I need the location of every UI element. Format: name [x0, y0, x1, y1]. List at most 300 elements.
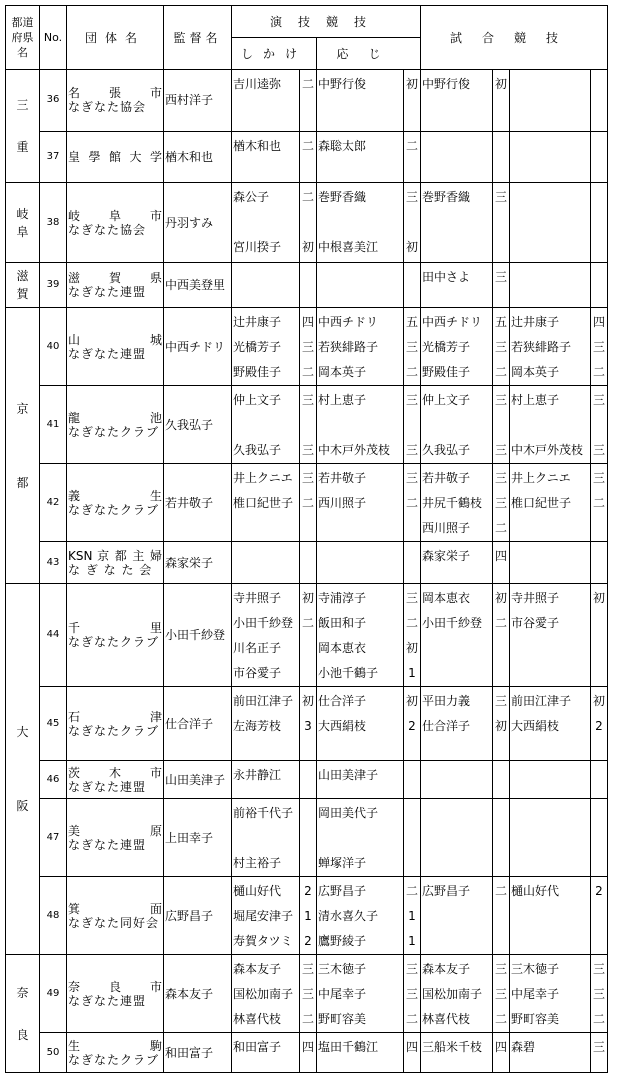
member-name: 仲上文子 [422, 393, 471, 407]
member-name [422, 763, 491, 788]
director-name: 中西美登里 [164, 263, 232, 308]
member-name: 寿賀タツミ [233, 934, 293, 948]
grade-text [592, 413, 606, 438]
member-name [511, 265, 589, 290]
member-name [422, 134, 491, 159]
grade-cell [404, 70, 421, 132]
director-name: 山田美津子 [164, 761, 232, 799]
director-name: 中西チドリ [164, 308, 232, 386]
grade-text: 初 [301, 591, 314, 605]
grade-text: 1 [408, 934, 416, 948]
grade-text: 初 [405, 694, 418, 708]
grade-text [405, 851, 419, 876]
member-name [233, 516, 298, 541]
org-name-line1: 龍 池 [68, 410, 162, 425]
entry-no: 46 [40, 761, 67, 799]
member-name [233, 210, 298, 235]
grade-text [405, 801, 419, 826]
table-row [6, 131, 608, 182]
org-name-line1: 奈 良 市 [68, 979, 162, 994]
entry-table-container [5, 5, 608, 1073]
table-row [6, 308, 608, 386]
grade-text: 二 [494, 365, 507, 379]
name-cell [421, 955, 493, 1033]
member-name [422, 413, 491, 438]
name-cell [510, 70, 591, 132]
grade-text: 二 [301, 190, 314, 204]
table-row [6, 542, 608, 584]
member-name: 林喜代枝 [422, 1012, 471, 1026]
entry-no: 49 [40, 955, 67, 1033]
grade-text: 初 [301, 240, 314, 254]
grade-text: 四 [494, 1040, 507, 1054]
grade-text: 二 [301, 616, 314, 630]
grade-cell [300, 955, 317, 1033]
org-name-line1: 美 原 [68, 823, 162, 838]
grade-text [494, 636, 508, 661]
member-name: 林喜代枝 [233, 1012, 282, 1026]
grade-text: 2 [304, 884, 312, 898]
member-name: 若狭緋路子 [318, 340, 379, 354]
org-name-line1: 名 張 市 [68, 86, 162, 101]
member-name [233, 544, 298, 569]
grade-text: 初 [301, 694, 314, 708]
pref-cell [6, 183, 40, 263]
grade-text: 三 [405, 987, 418, 1001]
grade-text: 二 [301, 496, 314, 510]
grade-text: 三 [301, 340, 314, 354]
grade-cell [300, 464, 317, 542]
member-name: 中西チドリ [318, 315, 379, 329]
grade-text: 四 [494, 549, 507, 563]
grade-text: 初 [494, 77, 507, 91]
grade-text: 三 [592, 443, 605, 457]
org-name [67, 386, 164, 464]
table-row [6, 464, 608, 542]
grade-cell [493, 761, 510, 799]
org-name [67, 70, 164, 132]
grade-cell [591, 263, 608, 308]
name-cell [317, 263, 404, 308]
grade-cell [591, 386, 608, 464]
grade-cell [300, 542, 317, 584]
member-name: 樋山好代 [233, 884, 282, 898]
grade-cell [404, 955, 421, 1033]
member-name: 岡本恵衣 [422, 591, 471, 605]
name-cell [317, 464, 404, 542]
grade-text: 四 [301, 1040, 314, 1054]
grade-text: 四 [301, 315, 314, 329]
member-name: 大西絹枝 [318, 719, 367, 733]
grade-text [405, 265, 419, 290]
org-name-line1: 生 駒 [68, 1038, 162, 1053]
org-name [67, 877, 164, 955]
member-name: 辻井康子 [511, 315, 560, 329]
member-name [511, 516, 589, 541]
name-cell [421, 263, 493, 308]
name-cell [317, 1033, 404, 1073]
name-cell [317, 877, 404, 955]
member-name: 光橋芳子 [422, 340, 471, 354]
grade-text [405, 763, 419, 788]
member-name [511, 636, 589, 661]
grade-text: 二 [405, 138, 418, 153]
grade-text [592, 636, 606, 661]
grade-text: 三 [592, 1040, 605, 1054]
name-cell [421, 584, 493, 687]
pref-cell [6, 263, 40, 308]
name-cell [421, 1033, 493, 1073]
member-name: 野殿佳子 [233, 365, 282, 379]
org-name-line1: 滋 賀 県 [68, 271, 162, 285]
grade-cell [591, 761, 608, 799]
grade-text: 二 [301, 365, 314, 379]
name-cell [317, 761, 404, 799]
grade-cell [300, 687, 317, 761]
name-cell [421, 131, 493, 182]
org-name-line2: なぎなた連盟 [68, 837, 147, 852]
grade-cell [493, 386, 510, 464]
org-name [67, 687, 164, 761]
grade-text: 二 [405, 1012, 418, 1026]
grade-text [301, 826, 315, 851]
entry-no: 50 [40, 1033, 67, 1073]
grade-text: 二 [592, 496, 605, 510]
member-name: 鷹野綾子 [318, 934, 367, 948]
name-cell [232, 687, 300, 761]
member-name: 井上クニエ [511, 471, 571, 485]
pref-cell [6, 308, 40, 584]
member-name [511, 72, 589, 97]
grade-cell [493, 687, 510, 761]
grade-text: 二 [592, 1012, 605, 1026]
grade-text [592, 72, 606, 97]
grade-text: 初 [405, 641, 418, 655]
member-name: 岡本英子 [318, 365, 367, 379]
member-name: 森本友子 [233, 962, 282, 976]
member-name: 若井敬子 [422, 471, 471, 485]
director-name: 森家栄子 [164, 542, 232, 584]
member-name: 塩田千鶴江 [318, 1040, 379, 1054]
org-name [67, 955, 164, 1033]
name-cell [317, 386, 404, 464]
grade-cell [300, 263, 317, 308]
grade-cell [404, 183, 421, 263]
member-name: 村上恵子 [511, 393, 560, 407]
grade-text: 初 [405, 77, 418, 91]
member-name: 左海芳枝 [233, 719, 282, 733]
grade-text: 三 [301, 962, 314, 976]
member-name [422, 801, 491, 826]
member-name: 井上クニエ [233, 471, 293, 485]
name-cell [421, 464, 493, 542]
header-director: 監督名 [164, 6, 232, 70]
pref-char: 三 [16, 98, 29, 112]
grade-cell [300, 386, 317, 464]
grade-cell [591, 955, 608, 1033]
name-cell [510, 386, 591, 464]
member-name: 中野行俊 [422, 77, 471, 91]
name-cell [317, 542, 404, 584]
member-name [422, 661, 491, 686]
name-cell [317, 799, 404, 877]
name-cell [421, 761, 493, 799]
grade-text: 四 [405, 1040, 418, 1054]
org-name [67, 584, 164, 687]
name-cell [232, 542, 300, 584]
org-name-line1: 千 里 [68, 621, 162, 635]
member-name: 中根喜美江 [318, 240, 379, 254]
member-name [318, 826, 402, 851]
grade-cell [404, 799, 421, 877]
grade-text [592, 516, 606, 541]
entry-no: 39 [40, 263, 67, 308]
name-cell [317, 70, 404, 132]
entry-no: 41 [40, 386, 67, 464]
grade-text: 三 [405, 443, 418, 457]
member-name: 寺井照子 [511, 591, 560, 605]
grade-cell [404, 263, 421, 308]
name-cell [317, 183, 404, 263]
grade-cell [300, 761, 317, 799]
grade-text [301, 636, 315, 661]
grade-text [494, 661, 508, 686]
grade-cell [493, 464, 510, 542]
grade-text [301, 210, 315, 235]
member-name: 仕合洋子 [318, 694, 367, 708]
grade-text: 二 [405, 616, 418, 630]
name-cell [421, 877, 493, 955]
grade-cell [404, 542, 421, 584]
grade-cell [591, 308, 608, 386]
name-cell [317, 584, 404, 687]
org-name-line1: 箕 面 [68, 901, 162, 916]
org-name-line1: 岐 阜 市 [68, 208, 162, 223]
name-cell [232, 955, 300, 1033]
grade-text: 初 [592, 694, 605, 708]
member-name: 小池千鶴子 [318, 666, 379, 680]
grade-text [301, 763, 315, 788]
name-cell [317, 955, 404, 1033]
pref-char: 阜 [16, 224, 29, 239]
grade-cell [404, 761, 421, 799]
name-cell [232, 263, 300, 308]
grade-text [301, 516, 315, 541]
grade-text: 二 [494, 1012, 507, 1026]
name-cell [510, 877, 591, 955]
org-name-line2: な ぎ な た 会 [68, 562, 153, 577]
director-name: 若井敬子 [164, 464, 232, 542]
member-name [511, 544, 589, 569]
grade-cell [404, 308, 421, 386]
org-name [67, 761, 164, 799]
org-name [67, 263, 164, 308]
member-name: 国松加南子 [233, 987, 294, 1001]
grade-text [301, 413, 315, 438]
org-name-line1: 山 城 [68, 332, 162, 347]
grade-text: 三 [592, 962, 605, 976]
grade-text: 三 [592, 987, 605, 1001]
table-row [6, 955, 608, 1033]
member-name: 和田富子 [233, 1040, 282, 1054]
member-name: 中野行俊 [318, 77, 367, 91]
member-name: 森家栄子 [422, 549, 471, 563]
grade-cell [493, 542, 510, 584]
org-name-line1: 石 津 [68, 709, 162, 724]
director-name: 広野昌子 [164, 877, 232, 955]
org-name-line1: 茨 木 市 [68, 765, 162, 780]
member-name: 国松加南子 [422, 987, 483, 1001]
org-name-line2: なぎなたクラブ [68, 424, 160, 439]
table-row [6, 70, 608, 132]
member-name: 小田千紗登 [233, 616, 294, 630]
entry-no: 40 [40, 308, 67, 386]
member-name: 辻井康子 [233, 315, 282, 329]
grade-text: 二 [301, 1012, 314, 1026]
member-name [422, 636, 491, 661]
member-name [511, 185, 589, 210]
member-name: 光橋芳子 [233, 340, 282, 354]
grade-cell [404, 877, 421, 955]
member-name: 岡田美代子 [318, 806, 379, 820]
member-name: 市谷愛子 [511, 616, 560, 630]
grade-text: 三 [494, 987, 507, 1001]
member-name: 市谷愛子 [233, 666, 282, 680]
grade-cell [591, 687, 608, 761]
org-name-line1: 皇 學 館 大 学 [68, 149, 162, 164]
grade-cell [591, 542, 608, 584]
grade-text: 初 [494, 591, 507, 605]
name-cell [317, 131, 404, 182]
name-cell [232, 70, 300, 132]
member-name: 三木徳子 [318, 962, 367, 976]
pref-cell [6, 584, 40, 955]
grade-text: 五 [405, 315, 418, 329]
member-name: 若狭緋路子 [511, 340, 572, 354]
grade-cell [404, 464, 421, 542]
grade-cell [493, 263, 510, 308]
member-name: 前裕千代子 [233, 806, 294, 820]
org-name-line1: KSN 京 都 主 婦 [68, 548, 162, 563]
name-cell [510, 464, 591, 542]
grade-text: 三 [494, 694, 507, 708]
member-name [511, 134, 589, 159]
pref-char: 重 [16, 140, 29, 154]
org-name-line2: なぎなた協会 [68, 100, 147, 115]
name-cell [232, 183, 300, 263]
grade-text: 二 [405, 365, 418, 379]
name-cell [510, 542, 591, 584]
header-ouji: 応じ [317, 38, 421, 70]
member-name: 飯田和子 [318, 616, 367, 630]
grade-cell [300, 877, 317, 955]
director-name: 森本友子 [164, 955, 232, 1033]
grade-text: 三 [301, 987, 314, 1001]
pref-char: 奈 [16, 985, 29, 1000]
org-name-line2: なぎなたクラブ [68, 1052, 160, 1067]
member-name [511, 661, 589, 686]
grade-text [405, 826, 419, 851]
org-name-line2: なぎなた連盟 [68, 993, 147, 1008]
entry-no: 38 [40, 183, 67, 263]
grade-text [592, 801, 606, 826]
grade-text: 三 [301, 443, 314, 457]
table-header [6, 6, 608, 70]
member-name [318, 516, 402, 541]
org-name-line1: 義 生 [68, 488, 162, 503]
header-org: 団体名 [67, 6, 164, 70]
name-cell [232, 584, 300, 687]
grade-cell [404, 386, 421, 464]
member-name: 前田江津子 [511, 694, 572, 708]
grade-cell [404, 131, 421, 182]
name-cell [421, 70, 493, 132]
name-cell [421, 687, 493, 761]
entry-no: 43 [40, 542, 67, 584]
member-name: 巻野香織 [422, 190, 471, 204]
grade-text: 五 [494, 315, 507, 329]
member-name: 久我弘子 [422, 443, 471, 457]
member-name: 椎口紀世子 [511, 496, 572, 510]
name-cell [232, 308, 300, 386]
name-cell [232, 877, 300, 955]
table-row [6, 183, 608, 263]
org-name [67, 1033, 164, 1073]
name-cell [232, 1033, 300, 1073]
table-row [6, 877, 608, 955]
member-name [233, 413, 298, 438]
grade-cell [493, 131, 510, 182]
grade-text: 三 [405, 591, 418, 605]
org-name-line2: なぎなた同好会 [68, 915, 160, 930]
member-name: 山田美津子 [318, 768, 379, 782]
grade-text [592, 265, 606, 290]
grade-text: 二 [301, 138, 314, 153]
member-name: 野町容美 [318, 1012, 367, 1026]
table-row [6, 584, 608, 687]
org-name-line2: なぎなたクラブ [68, 635, 160, 649]
grade-cell [404, 687, 421, 761]
name-cell [421, 386, 493, 464]
entry-no: 45 [40, 687, 67, 761]
member-name: 中木戸外茂枝 [318, 443, 391, 457]
grade-text: 三 [405, 962, 418, 976]
grade-text: 三 [592, 471, 605, 485]
grade-text: 初 [592, 591, 605, 605]
grade-cell [300, 1033, 317, 1073]
member-name: 川名正子 [233, 641, 282, 655]
name-cell [232, 464, 300, 542]
grade-text: 三 [592, 340, 605, 354]
name-cell [510, 799, 591, 877]
member-name: 寺井照子 [233, 591, 282, 605]
grade-text: 1 [304, 909, 312, 923]
member-name: 野殿佳子 [422, 365, 471, 379]
member-name: 中尾幸子 [511, 987, 560, 1001]
member-name: 井尻千鶴枝 [422, 496, 483, 510]
member-name: 西川照子 [422, 521, 471, 535]
grade-cell [493, 799, 510, 877]
entry-no: 37 [40, 131, 67, 182]
grade-text [592, 544, 606, 569]
pref-char: 滋 [16, 269, 29, 283]
name-cell [232, 761, 300, 799]
grade-text: 二 [494, 521, 507, 535]
grade-text [301, 544, 315, 569]
grade-text: 二 [405, 884, 418, 898]
grade-cell [300, 584, 317, 687]
name-cell [421, 308, 493, 386]
